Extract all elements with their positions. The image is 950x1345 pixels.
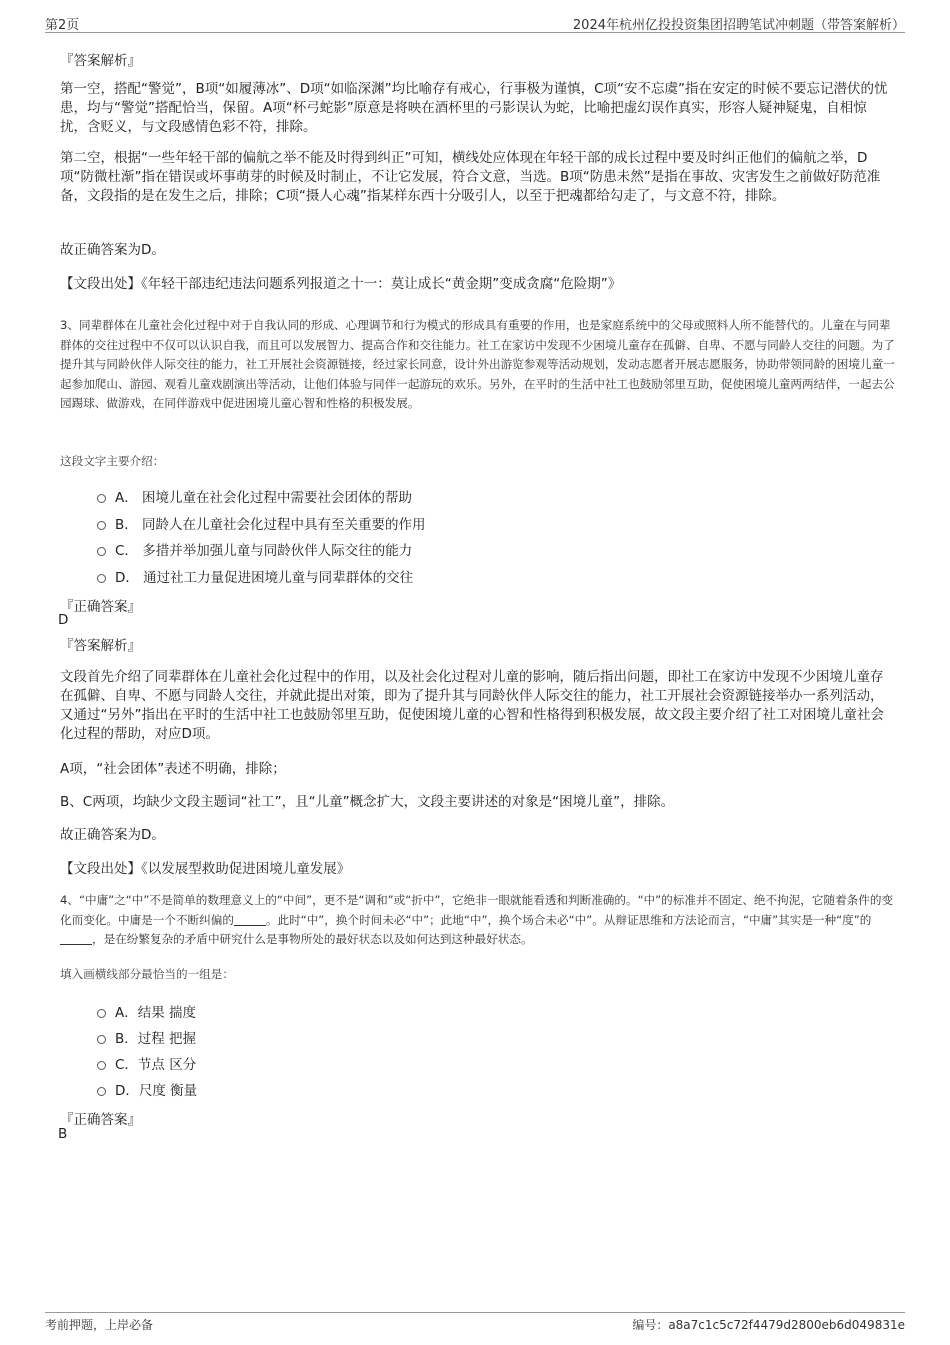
question-4-text: 4、“中庸”之“中”不是简单的数理意义上的“中间”，更不是“调和”或“折中”，它绝非一眼就能看透和判断准确的。“中”的标准并不固定、绝不拘泥，它随着条件的变化而变化。中庸是一个不断纠偏的 。此时“中”，换个时间未必“中”；此地“中”，换个场合未必“中”。从辩证思维和方法论而言，“中庸”其实是一种“度”的，是在纷繁复杂的矛盾中研究什么是事物所处的最好状态以及如何达到这种最好状态。: [60, 893, 894, 946]
question-4-option-c[interactable]: C．节点 区分: [97, 1053, 196, 1073]
analysis-paragraph-1: 第一空，搭配“警觉”，B项“如履薄冰”、D项“如临深渊”均比喻存有戒心，行事极为谨慎，C项“安不忘虞”指在安定的时候不要忘记潜伏的忧患，均与“警觉”搭配恰当，保留。A项“杯弓蛇影”原意是将映在酒杯里的弓影误认为蛇，比喻把虚幻误作真实，形容人疑神疑鬼，自相惊扰，含贬义，与文段感情色彩不符，排除。: [60, 81, 888, 135]
analysis-label: 『答案解析』: [60, 53, 141, 69]
analysis-paragraph-2: 第二空，根据“一些年轻干部的偏航之举不能及时得到纠正”可知，横线处应体现在年轻干部的成长过程中要及时纠正他们的偏航之举，D项“防微杜渐”指在错误或坏事萌芽的时候及时制止，不让它发展，符合文意，当选。B项“防患未然”是指在事故、灾害发生之前做好防范准备，文段指的是在发生之后，排除；C项“摄人心魂”指某样东西十分吸引人，以至于把魂都给勾走了，与文意不符，排除。: [60, 150, 881, 204]
radio-button-icon[interactable]: [97, 547, 106, 556]
page-number: 第2页: [45, 18, 80, 33]
question-3-option-d[interactable]: D． 通过社工力量促进困境儿童与同辈群体的交往: [97, 566, 413, 586]
question-3-prompt: 这段文字主要介绍：: [60, 454, 165, 468]
question-4-option-b[interactable]: B．过程 把握: [97, 1027, 196, 1047]
document-title: 2024年杭州亿投投资集团招聘笔试冲刺题（带答案解析）: [572, 18, 905, 33]
source-citation: 【文段出处】《以发展型救助促进困境儿童发展》: [60, 861, 351, 877]
footer-slogan: 考前押题，上岸必备: [45, 1318, 154, 1332]
radio-button-icon[interactable]: [97, 1087, 106, 1096]
document-code: 编号：a8a7c1c5c72f4479d2800eb6d049831e: [632, 1318, 905, 1332]
analysis-conclusion: 故正确答案为D。: [60, 827, 165, 843]
question-3-analysis: 文段首先介绍了同辈群体在儿童社会化过程中的作用，以及社会化过程对儿童的影响，随后指出问题，即社工在家访中发现不少困境儿童存在孤僻、自卑、不愿与同龄人交往，并就此提出对策，即为了提升其与同龄伙伴人际交往的能力，社工开展社会资源链接举办一系列活动，又通过“另外”指出在平时的生活中社工也鼓励邻里互助，促使困境儿童的心智和性格得到积极发展，故文段主要介绍了社工对困境儿童社会化过程的帮助，对应D项。: [60, 669, 884, 742]
correct-answer-value: B: [58, 1126, 68, 1142]
page-footer: [45, 1312, 905, 1333]
radio-button-icon[interactable]: [97, 494, 106, 503]
question-4-prompt: 填入画横线部分最恰当的一组是：: [60, 967, 234, 981]
correct-answer-value: D: [58, 612, 69, 628]
question-3-option-c[interactable]: C． 多措并举加强儿童与同龄伙伴人际交往的能力: [97, 539, 412, 559]
fill-blank-2: [60, 932, 92, 945]
radio-button-icon[interactable]: [97, 574, 106, 583]
radio-button-icon[interactable]: [97, 1061, 106, 1070]
radio-button-icon[interactable]: [97, 1009, 106, 1018]
analysis-label: 『答案解析』: [60, 638, 141, 654]
correct-answer-label: 『正确答案』: [60, 1112, 141, 1128]
correct-answer-label: 『正确答案』: [60, 599, 141, 615]
question-3-text: 3、同辈群体在儿童社会化过程中对于自我认同的形成、心理调节和行为模式的形成具有重要的作用，也是家庭系统中的父母或照料人所不能替代的。儿童在与同辈群体的交往过程中不仅可以认识自我，而且可以发展智力、提高合作和交往能力。社工在家访中发现不少困境儿童存在孤僻、自卑、不愿与同龄人交往的问题。为了提升其与同龄伙伴人际交往的能力，社工开展社会资源链接，经过家长同意，设计外出游览参观等活动规划，发动志愿者开展志愿服务，协助带领同龄的困境儿童一起参加爬山、游园、观看儿童戏剧演出等活动，让他们体验与同伴一起游玩的欢乐。另外，在平时的生活中社工也鼓励邻里互助，促使困境儿童两两结伴，一起去公园踢球、做游戏，在同伴游戏中促进困境儿童心智和性格的积极发展。: [60, 318, 895, 410]
question-4-option-d[interactable]: D．尺度 衡量: [97, 1079, 197, 1099]
source-citation: 【文段出处】《年轻干部违纪违法问题系列报道之十一：莫让成长“黄金期”变成贪腐“危险期”》: [60, 276, 622, 292]
page-header: [45, 12, 905, 33]
radio-button-icon[interactable]: [97, 1035, 106, 1044]
question-4-option-a[interactable]: A．结果 揣度: [97, 1001, 196, 1021]
question-3-option-a[interactable]: A． 困境儿童在社会化过程中需要社会团体的帮助: [97, 486, 412, 506]
question-3-option-b[interactable]: B． 同龄人在儿童社会化过程中具有至关重要的作用: [97, 513, 426, 533]
analysis-conclusion: 故正确答案为D。: [60, 242, 165, 258]
option-bc-note: B、C两项，均缺少文段主题词“社工”，且“儿童”概念扩大，文段主要讲述的对象是“困境儿童”，排除。: [60, 794, 675, 810]
fill-blank-1: [234, 913, 266, 926]
option-a-note: A项，“社会团体”表述不明确，排除；: [60, 761, 286, 777]
radio-button-icon[interactable]: [97, 521, 106, 530]
